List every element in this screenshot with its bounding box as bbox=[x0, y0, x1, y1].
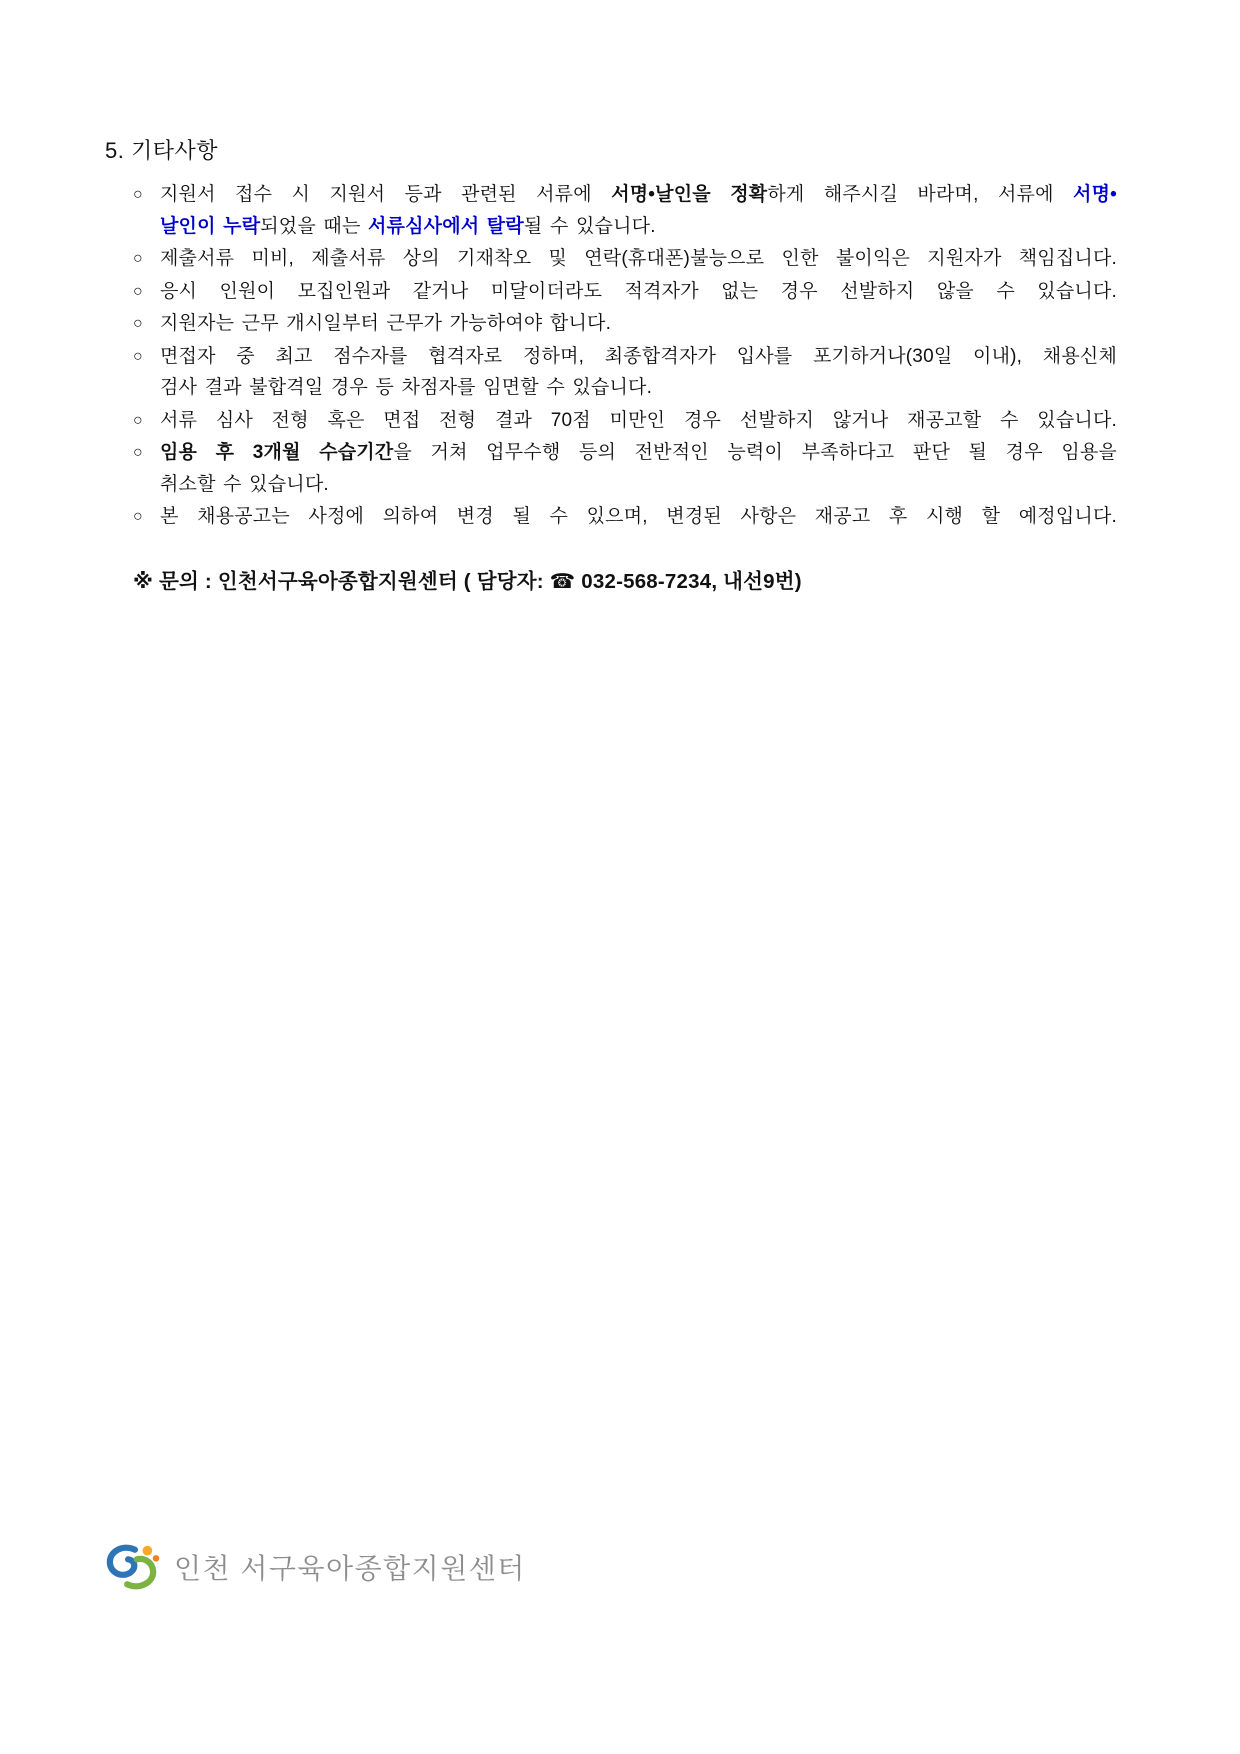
text-segment: 되었을 때는 bbox=[260, 215, 368, 237]
text-segment: 취소할 수 있습니다. bbox=[160, 473, 329, 495]
bullet-circle-icon: ○ bbox=[133, 508, 143, 525]
footer-logo-text: 인천 서구육아종합지원센터 bbox=[174, 1553, 526, 1584]
text-segment: 하게 해주시길 바라며, 서류에 bbox=[767, 184, 1074, 205]
section-heading: 5. 기타사항 bbox=[105, 138, 218, 163]
text-segment: 서명• bbox=[1073, 184, 1117, 205]
notice-list bbox=[133, 179, 1117, 533]
text-line bbox=[160, 501, 1117, 533]
bullet-circle-icon: ○ bbox=[133, 347, 143, 365]
text-segment: 면접자 중 최고 점수자를 협격자로 정하며, 최종합격자가 입사를 포기하거나(30일 이내), 채용신체 bbox=[160, 345, 1117, 367]
text-segment: 을 거쳐 업무수행 등의 전반적인 능력이 부족하다고 판단 될 경우 임용을 bbox=[393, 442, 1117, 463]
text-line bbox=[160, 469, 1117, 501]
bullet-circle-icon: ○ bbox=[133, 444, 143, 461]
bullet-circle-icon: ○ bbox=[133, 186, 143, 203]
text-line bbox=[160, 211, 1117, 243]
list-item bbox=[133, 243, 1117, 275]
text-line bbox=[160, 243, 1117, 275]
text-line bbox=[160, 308, 1117, 340]
list-item bbox=[133, 437, 1117, 500]
text-segment: 날인이 누락 bbox=[160, 215, 261, 237]
notice-section bbox=[105, 136, 1117, 594]
text-line bbox=[160, 179, 1117, 211]
text-line bbox=[160, 405, 1117, 437]
text-line bbox=[160, 372, 1117, 404]
text-segment: 임용 후 3개월 수습기간 bbox=[160, 442, 394, 463]
text-segment: 응시 인원이 모집인원과 같거나 미달이더라도 적격자가 없는 경우 선발하지 않을 수 있습니다. bbox=[160, 280, 1117, 302]
text-segment: 제출서류 미비, 제출서류 상의 기재착오 및 연락(휴대폰)불능으로 인한 불이익은 지원자가 책임집니다. bbox=[160, 248, 1117, 269]
text-segment: 서류 심사 전형 혹은 면접 전형 결과 70점 미만인 경우 선발하지 않거나 재공고할 수 있습니다. bbox=[160, 409, 1117, 431]
center-logo-icon bbox=[103, 1543, 161, 1591]
bullet-circle-icon: ○ bbox=[133, 250, 143, 267]
bullet-circle-icon: ○ bbox=[133, 315, 143, 332]
text-line bbox=[160, 437, 1117, 469]
text-segment: 검사 결과 불합격일 경우 등 차점자를 임면할 수 있습니다. bbox=[160, 377, 653, 398]
text-segment: 지원서 접수 시 지원서 등과 관련된 서류에 bbox=[160, 184, 612, 205]
footer-logo bbox=[103, 1543, 526, 1591]
contact-line: ※ 문의 : 인천서구육아종합지원센터 ( 담당자: ☎ 032-568-7234, 내선9번) bbox=[133, 569, 802, 593]
text-segment: 본 채용공고는 사정에 의하여 변경 될 수 있으며, 변경된 사항은 재공고 후 시행 할 예정입니다. bbox=[160, 506, 1117, 527]
bullet-circle-icon: ○ bbox=[133, 411, 143, 429]
text-line bbox=[160, 341, 1117, 373]
list-item bbox=[133, 501, 1117, 533]
list-item bbox=[133, 276, 1117, 308]
list-item bbox=[133, 341, 1117, 404]
bullet-circle-icon: ○ bbox=[133, 282, 143, 300]
list-item bbox=[133, 405, 1117, 437]
text-line bbox=[160, 276, 1117, 308]
list-item bbox=[133, 308, 1117, 340]
text-segment: 될 수 있습니다. bbox=[523, 215, 656, 237]
list-item bbox=[133, 179, 1117, 242]
text-segment: 지원자는 근무 개시일부터 근무가 가능하여야 합니다. bbox=[160, 313, 612, 334]
text-segment: 서류심사에서 탈락 bbox=[367, 215, 524, 237]
text-segment: 서명•날인을 정확 bbox=[611, 184, 768, 205]
